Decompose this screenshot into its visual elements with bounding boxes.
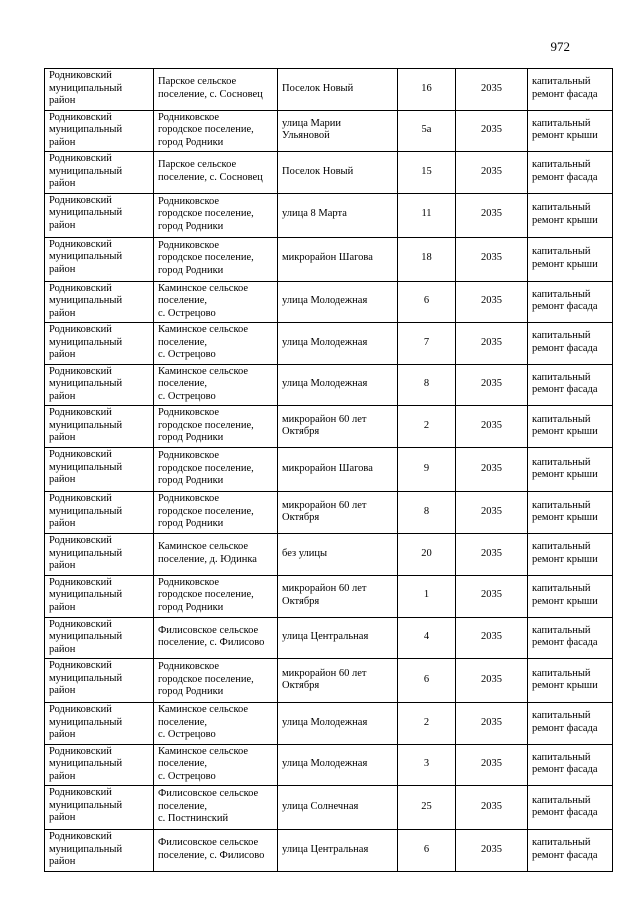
cell-settlement: Каминское сельское поселение, с. Острецово xyxy=(154,703,278,745)
cell-settlement: Филисовское сельское поселение, с. Филисово xyxy=(154,617,278,659)
cell-settlement: Парское сельское поселение, с. Сосновец xyxy=(154,69,278,111)
table-row xyxy=(45,703,613,745)
cell-street: микрорайон 60 лет Октября xyxy=(278,492,398,534)
cell-settlement: Родниковское городское поселение, город Родники xyxy=(154,575,278,617)
cell-settlement: Каминское сельское поселение, с. Острецово xyxy=(154,281,278,323)
cell-house: 5а xyxy=(398,110,456,152)
cell-district: Родниковский муниципальный район xyxy=(45,448,154,492)
cell-year: 2035 xyxy=(456,534,528,576)
cell-street: улица Центральная xyxy=(278,830,398,872)
cell-work-type: капитальный ремонт крыши xyxy=(528,659,613,703)
table-row xyxy=(45,323,613,365)
cell-house: 16 xyxy=(398,69,456,111)
cell-settlement: Родниковское городское поселение, город Родники xyxy=(154,406,278,448)
cell-house: 8 xyxy=(398,364,456,406)
cell-house: 11 xyxy=(398,193,456,237)
repair-schedule-table xyxy=(44,68,613,872)
table-row xyxy=(45,110,613,152)
cell-house: 4 xyxy=(398,617,456,659)
cell-year: 2035 xyxy=(456,152,528,194)
cell-work-type: капитальный ремонт крыши xyxy=(528,237,613,281)
cell-street: микрорайон 60 лет Октября xyxy=(278,406,398,448)
cell-work-type: капитальный ремонт крыши xyxy=(528,406,613,448)
cell-settlement: Филисовское сельское поселение, с. Постнинский xyxy=(154,786,278,830)
cell-district: Родниковский муниципальный район xyxy=(45,534,154,576)
cell-district: Родниковский муниципальный район xyxy=(45,237,154,281)
table-row xyxy=(45,69,613,111)
cell-work-type: капитальный ремонт фасада xyxy=(528,744,613,786)
cell-district: Родниковский муниципальный район xyxy=(45,659,154,703)
cell-street: улица Молодежная xyxy=(278,744,398,786)
cell-work-type: капитальный ремонт фасада xyxy=(528,69,613,111)
cell-district: Родниковский муниципальный район xyxy=(45,492,154,534)
cell-district: Родниковский муниципальный район xyxy=(45,575,154,617)
table-row xyxy=(45,193,613,237)
cell-year: 2035 xyxy=(456,617,528,659)
table-row xyxy=(45,575,613,617)
cell-settlement: Родниковское городское поселение, город Родники xyxy=(154,492,278,534)
cell-work-type: капитальный ремонт фасада xyxy=(528,364,613,406)
cell-street: микрорайон 60 лет Октября xyxy=(278,659,398,703)
cell-district: Родниковский муниципальный район xyxy=(45,69,154,111)
table-row xyxy=(45,492,613,534)
table-row xyxy=(45,830,613,872)
table-row xyxy=(45,786,613,830)
cell-work-type: капитальный ремонт фасада xyxy=(528,786,613,830)
table-row xyxy=(45,659,613,703)
cell-street: улица Молодежная xyxy=(278,323,398,365)
cell-settlement: Родниковское городское поселение, город Родники xyxy=(154,237,278,281)
cell-house: 15 xyxy=(398,152,456,194)
cell-year: 2035 xyxy=(456,281,528,323)
cell-settlement: Родниковское городское поселение, город Родники xyxy=(154,448,278,492)
cell-work-type: капитальный ремонт фасада xyxy=(528,152,613,194)
cell-work-type: капитальный ремонт крыши xyxy=(528,110,613,152)
cell-work-type: капитальный ремонт крыши xyxy=(528,492,613,534)
cell-district: Родниковский муниципальный район xyxy=(45,617,154,659)
cell-street: улица Молодежная xyxy=(278,281,398,323)
cell-settlement: Родниковское городское поселение, город Родники xyxy=(154,659,278,703)
cell-settlement: Каминское сельское поселение, с. Острецово xyxy=(154,323,278,365)
cell-year: 2035 xyxy=(456,364,528,406)
cell-settlement: Парское сельское поселение, с. Сосновец xyxy=(154,152,278,194)
table-row xyxy=(45,281,613,323)
table-row xyxy=(45,617,613,659)
cell-house: 6 xyxy=(398,659,456,703)
cell-street: микрорайон Шагова xyxy=(278,237,398,281)
cell-district: Родниковский муниципальный район xyxy=(45,830,154,872)
cell-work-type: капитальный ремонт крыши xyxy=(528,193,613,237)
cell-settlement: Каминское сельское поселение, д. Юдинка xyxy=(154,534,278,576)
cell-year: 2035 xyxy=(456,492,528,534)
cell-street: улица Марии Ульяновой xyxy=(278,110,398,152)
cell-district: Родниковский муниципальный район xyxy=(45,281,154,323)
table-row xyxy=(45,406,613,448)
cell-year: 2035 xyxy=(456,193,528,237)
cell-house: 8 xyxy=(398,492,456,534)
cell-year: 2035 xyxy=(456,237,528,281)
cell-house: 3 xyxy=(398,744,456,786)
cell-house: 6 xyxy=(398,830,456,872)
cell-district: Родниковский муниципальный район xyxy=(45,406,154,448)
cell-work-type: капитальный ремонт фасада xyxy=(528,617,613,659)
cell-work-type: капитальный ремонт крыши xyxy=(528,575,613,617)
cell-street: Поселок Новый xyxy=(278,69,398,111)
table-row xyxy=(45,448,613,492)
cell-street: улица Солнечная xyxy=(278,786,398,830)
cell-district: Родниковский муниципальный район xyxy=(45,152,154,194)
cell-year: 2035 xyxy=(456,830,528,872)
table-row xyxy=(45,152,613,194)
cell-work-type: капитальный ремонт крыши xyxy=(528,448,613,492)
cell-house: 7 xyxy=(398,323,456,365)
cell-street: улица Центральная xyxy=(278,617,398,659)
cell-year: 2035 xyxy=(456,659,528,703)
cell-year: 2035 xyxy=(456,786,528,830)
cell-district: Родниковский муниципальный район xyxy=(45,786,154,830)
cell-street: микрорайон Шагова xyxy=(278,448,398,492)
cell-settlement: Родниковское городское поселение, город Родники xyxy=(154,110,278,152)
cell-street: Поселок Новый xyxy=(278,152,398,194)
cell-house: 6 xyxy=(398,281,456,323)
cell-work-type: капитальный ремонт фасада xyxy=(528,703,613,745)
cell-house: 2 xyxy=(398,406,456,448)
table-row xyxy=(45,534,613,576)
cell-work-type: капитальный ремонт фасада xyxy=(528,281,613,323)
cell-year: 2035 xyxy=(456,406,528,448)
cell-year: 2035 xyxy=(456,703,528,745)
cell-district: Родниковский муниципальный район xyxy=(45,703,154,745)
cell-year: 2035 xyxy=(456,323,528,365)
cell-year: 2035 xyxy=(456,744,528,786)
cell-house: 18 xyxy=(398,237,456,281)
cell-street: улица Молодежная xyxy=(278,703,398,745)
cell-street: улица 8 Марта xyxy=(278,193,398,237)
cell-year: 2035 xyxy=(456,110,528,152)
cell-year: 2035 xyxy=(456,575,528,617)
cell-street: без улицы xyxy=(278,534,398,576)
cell-district: Родниковский муниципальный район xyxy=(45,364,154,406)
page-number: 972 xyxy=(550,39,570,54)
cell-street: улица Молодежная xyxy=(278,364,398,406)
cell-house: 1 xyxy=(398,575,456,617)
table-body xyxy=(45,69,613,872)
cell-district: Родниковский муниципальный район xyxy=(45,744,154,786)
table-row xyxy=(45,237,613,281)
cell-settlement: Каминское сельское поселение, с. Острецово xyxy=(154,364,278,406)
cell-settlement: Каминское сельское поселение, с. Острецово xyxy=(154,744,278,786)
cell-house: 25 xyxy=(398,786,456,830)
cell-settlement: Родниковское городское поселение, город Родники xyxy=(154,193,278,237)
cell-district: Родниковский муниципальный район xyxy=(45,110,154,152)
cell-house: 2 xyxy=(398,703,456,745)
cell-work-type: капитальный ремонт крыши xyxy=(528,534,613,576)
cell-street: микрорайон 60 лет Октября xyxy=(278,575,398,617)
cell-year: 2035 xyxy=(456,448,528,492)
cell-year: 2035 xyxy=(456,69,528,111)
cell-settlement: Филисовское сельское поселение, с. Филисово xyxy=(154,830,278,872)
table-row xyxy=(45,744,613,786)
cell-district: Родниковский муниципальный район xyxy=(45,193,154,237)
cell-house: 9 xyxy=(398,448,456,492)
table-row xyxy=(45,364,613,406)
cell-district: Родниковский муниципальный район xyxy=(45,323,154,365)
cell-work-type: капитальный ремонт фасада xyxy=(528,830,613,872)
cell-house: 20 xyxy=(398,534,456,576)
cell-work-type: капитальный ремонт фасада xyxy=(528,323,613,365)
